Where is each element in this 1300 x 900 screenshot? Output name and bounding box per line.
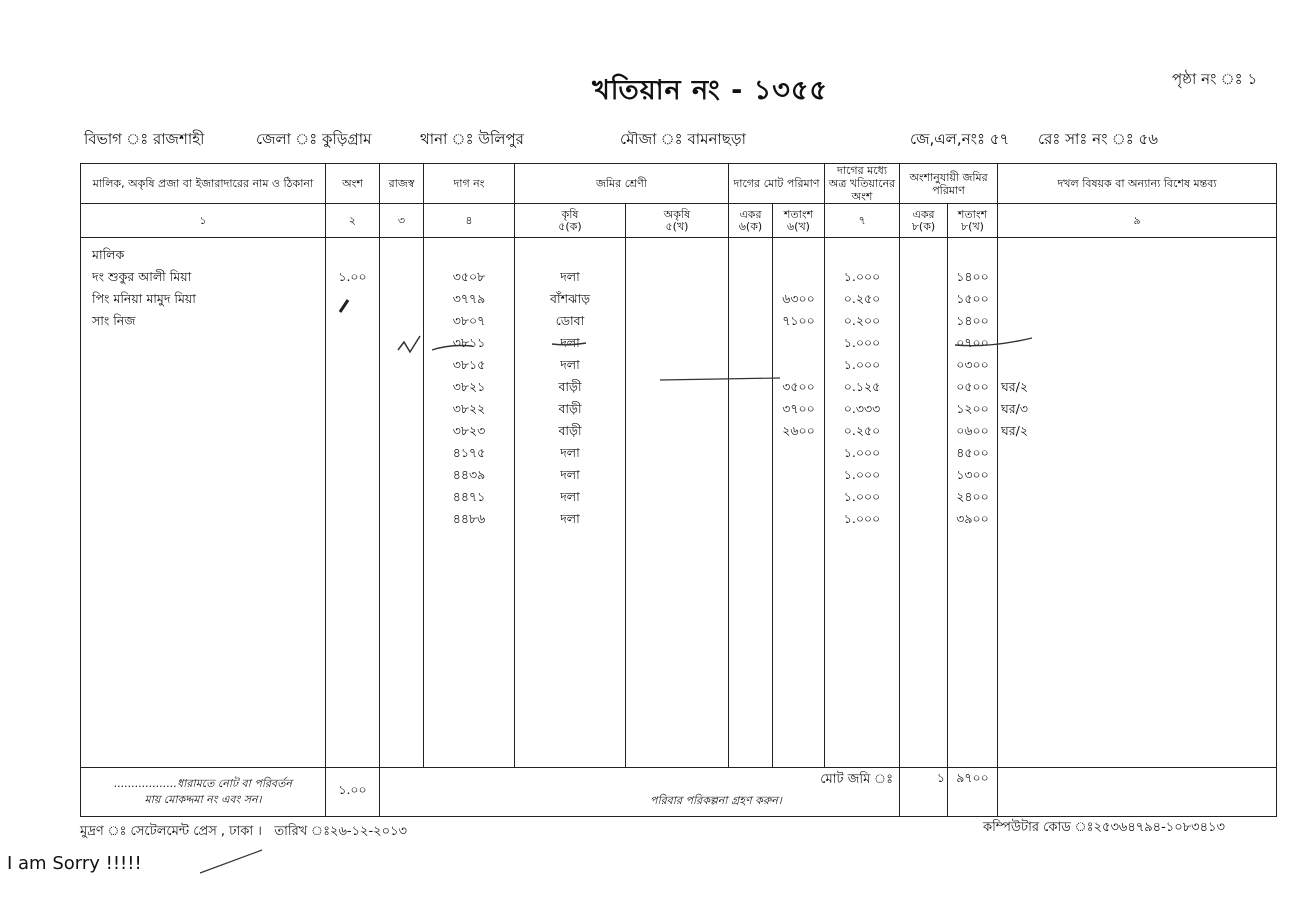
table-cell-remark: ঘর/২ bbox=[1001, 423, 1028, 438]
print-date: তারিখ ঃ২৬-১২-২০১৩ bbox=[274, 824, 407, 839]
family-planning-text: পরিবার পরিকল্পনা গ্রহণ করুন। bbox=[650, 794, 782, 807]
signature-stroke bbox=[200, 850, 262, 873]
table-cell-class: দলা bbox=[560, 467, 580, 482]
table-cell-remark bbox=[1001, 310, 1273, 332]
table-cell-class: দলা bbox=[560, 269, 580, 284]
computer-code: কম্পিউটার কোড ঃ২৫৩৬৪৭৯৪-১০৮৩৪১৩ bbox=[983, 820, 1225, 835]
share-value: ১.০০ bbox=[338, 269, 367, 284]
table-cell-dag-dec bbox=[776, 266, 821, 288]
table-cell-khatian: ০.৩৩৩ bbox=[843, 401, 881, 416]
table-cell-dag-dec bbox=[776, 354, 821, 376]
table-cell-class: দলা bbox=[560, 445, 580, 460]
district-label: জেলা ঃ কুড়িগ্রাম bbox=[256, 130, 372, 148]
table-cell-khatian: ১.০০০ bbox=[843, 511, 881, 526]
col-agri: কৃষি ৫(ক) bbox=[515, 204, 626, 238]
table-cell-khatian: ১.০০০ bbox=[843, 269, 881, 284]
col-dag-total-header: দাগের মোট পরিমাণ bbox=[729, 164, 825, 204]
col-decimal-6: শতাংশ ৬(খ) bbox=[773, 204, 825, 238]
share-total: ১.০০ bbox=[326, 768, 380, 817]
owner-line: পিং মনিয়া মামুদ মিয়া bbox=[92, 291, 196, 306]
revenue-cell bbox=[380, 238, 424, 768]
table-cell-dag: ৩৮২১ bbox=[452, 379, 486, 394]
table-cell-land-dec: ১৫০০ bbox=[956, 291, 989, 306]
table-cell-dag: ৩৮২২ bbox=[452, 401, 486, 416]
table-cell-remark bbox=[1001, 354, 1273, 376]
table-cell-land-dec: ১৪০০ bbox=[956, 269, 989, 284]
col-num-9: ৯ bbox=[998, 204, 1277, 238]
table-cell-dag: ৩৮২৩ bbox=[452, 423, 486, 438]
col-share-header: অংশ bbox=[326, 164, 380, 204]
table-cell-land-dec: ০৬০০ bbox=[956, 423, 989, 438]
note-line-2: মায় মোকদ্দমা নং এবং সন। bbox=[144, 793, 262, 806]
table-cell-land-dec: ৪৫০০ bbox=[956, 445, 989, 460]
table-cell-dag-dec bbox=[776, 442, 821, 464]
print-info bbox=[80, 822, 407, 843]
table-cell-land-dec: ১২০০ bbox=[956, 401, 989, 416]
table-cell-remark bbox=[1001, 266, 1273, 288]
table-cell-dag: ৪৪৩৯ bbox=[452, 467, 486, 482]
agri-class-cell bbox=[515, 238, 626, 768]
col-acre-6: একর ৬(ক) bbox=[729, 204, 773, 238]
document-title: খতিয়ান নং - ১৩৫৫ bbox=[592, 75, 828, 106]
table-cell-land-dec: ২৪০০ bbox=[956, 489, 989, 504]
printed-by: মুদ্রণ ঃ সেটেলমেন্ট প্রেস , ঢাকা । bbox=[80, 824, 262, 839]
jl-number: জে,এল,নংঃ ৫৭ bbox=[910, 130, 1010, 148]
table-cell-class: বাড়ী bbox=[558, 401, 582, 416]
owner-cell bbox=[81, 238, 326, 768]
table-cell-land-dec: ০৫০০ bbox=[956, 379, 989, 394]
total-acre: ১ bbox=[900, 768, 948, 817]
table-cell-remark bbox=[1001, 464, 1273, 486]
total-land-label: মোট জমি ঃ bbox=[820, 772, 894, 787]
table-cell-class: ডোবা bbox=[555, 313, 585, 328]
khatian-share-cell bbox=[825, 238, 900, 768]
footer-remarks bbox=[998, 768, 1277, 817]
table-cell-dag: ৪১৭৫ bbox=[452, 445, 486, 460]
col-num-1: ১ bbox=[81, 204, 326, 238]
table-cell-remark bbox=[1001, 486, 1273, 508]
table-cell-remark: ঘর/২ bbox=[1001, 379, 1028, 394]
page-number: পৃষ্ঠা নং ঃ ১ bbox=[1172, 70, 1258, 88]
note-line-1: ..................ধারামতে নোট বা পরিবর্তন bbox=[114, 777, 292, 790]
col-land-class-header: জমির শ্রেণী bbox=[515, 164, 729, 204]
table-cell-land-dec: ০৭০০ bbox=[956, 335, 989, 350]
land-decimal-cell bbox=[948, 238, 998, 768]
col-remarks-header: দখল বিষয়ক বা অন্যান্য বিশেষ মন্তব্য bbox=[998, 164, 1277, 204]
handwritten-note: I am Sorry !!!!! bbox=[7, 853, 142, 874]
dag-decimal-cell bbox=[773, 238, 825, 768]
table-cell-dag: ৩৭৭৯ bbox=[452, 291, 486, 306]
thana-label: থানা ঃ উলিপুর bbox=[420, 130, 524, 148]
col-acre-8: একর ৮(ক) bbox=[900, 204, 948, 238]
col-owner-header: মালিক, অকৃষি প্রজা বা ইজারাদারের নাম ও ঠিকানা bbox=[81, 164, 326, 204]
remarks-cell bbox=[998, 238, 1277, 768]
table-cell-class: দলা bbox=[560, 489, 580, 504]
table-cell-dag-dec bbox=[776, 332, 821, 354]
table-cell-dag-dec: ৭১০০ bbox=[782, 313, 815, 328]
table-cell-remark bbox=[1001, 332, 1273, 354]
table-cell-khatian: ০.২৫০ bbox=[843, 291, 881, 306]
table-cell-dag-dec bbox=[776, 508, 821, 530]
land-acre-cell bbox=[900, 238, 948, 768]
table-cell-class: বাড়ী bbox=[558, 423, 582, 438]
table-cell-khatian: ১.০০০ bbox=[843, 357, 881, 372]
table-cell-remark: ঘর/৩ bbox=[1001, 401, 1028, 416]
table-cell-remark bbox=[1001, 508, 1273, 530]
nonagri-class-cell bbox=[626, 238, 729, 768]
col-dag-header: দাগ নং bbox=[424, 164, 515, 204]
note-cell bbox=[81, 768, 326, 817]
table-cell-dag-dec bbox=[776, 464, 821, 486]
owner-line: সাং নিজ bbox=[92, 313, 136, 328]
table-cell-dag: ৩৮০৭ bbox=[452, 313, 486, 328]
table-cell-khatian: ১.০০০ bbox=[843, 467, 881, 482]
table-cell-dag: ৩৮১৫ bbox=[452, 357, 486, 372]
owner-line: দং শুকুর আলী মিয়া bbox=[92, 269, 192, 284]
table-cell-dag-dec: ৬৩০০ bbox=[782, 291, 815, 306]
table-cell-khatian: ০.১২৫ bbox=[843, 379, 881, 394]
dag-acre-cell bbox=[729, 238, 773, 768]
table-cell-dag: ৩৫০৮ bbox=[452, 269, 486, 284]
table-cell-land-dec: ০৩০০ bbox=[956, 357, 989, 372]
col-share-land-header: অংশানুযায়ী জমির পরিমাণ bbox=[900, 164, 998, 204]
col-num-2: ২ bbox=[326, 204, 380, 238]
mouza-label: মৌজা ঃ বামনাছড়া bbox=[620, 130, 746, 148]
col-khatian-share-header: দাগের মধ্যে অত্র খতিয়ানের অংশ bbox=[825, 164, 900, 204]
table-cell-dag-dec bbox=[776, 486, 821, 508]
total-decimal: ৯৭০০ bbox=[948, 768, 998, 817]
table-cell-khatian: ০.২০০ bbox=[843, 313, 881, 328]
col-num-3: ৩ bbox=[380, 204, 424, 238]
division-label: বিভাগ ঃ রাজশাহী bbox=[84, 130, 205, 148]
owner-line: মালিক bbox=[92, 247, 125, 262]
khatian-table bbox=[80, 163, 1277, 817]
total-label-cell bbox=[380, 768, 900, 817]
table-cell-dag: ৪৪৮৬ bbox=[452, 511, 486, 526]
table-cell-dag-dec: ৩৭০০ bbox=[782, 401, 815, 416]
table-cell-class: দলা bbox=[560, 357, 580, 372]
table-cell-dag-dec: ২৬০০ bbox=[782, 423, 815, 438]
table-cell-khatian: ১.০০০ bbox=[843, 445, 881, 460]
table-cell-class: বাঁশঝাড় bbox=[550, 291, 590, 306]
dag-cell bbox=[424, 238, 515, 768]
table-cell-dag-dec: ৩৫০০ bbox=[782, 379, 815, 394]
table-cell-khatian: ০.২৫০ bbox=[843, 423, 881, 438]
table-cell-dag: ৪৪৭১ bbox=[452, 489, 486, 504]
table-cell-class: বাড়ী bbox=[558, 379, 582, 394]
col-num-7: ৭ bbox=[825, 204, 900, 238]
table-cell-remark bbox=[1001, 442, 1273, 464]
table-cell-remark bbox=[1001, 288, 1273, 310]
rs-number: রেঃ সাঃ নং ঃ ৫৬ bbox=[1038, 130, 1158, 148]
col-nonagri: অকৃষি ৫(খ) bbox=[626, 204, 729, 238]
table-cell-khatian: ১.০০০ bbox=[843, 335, 881, 350]
table-cell-land-dec: ৩৯০০ bbox=[956, 511, 989, 526]
share-cell bbox=[326, 238, 380, 768]
table-cell-land-dec: ১৪০০ bbox=[956, 313, 989, 328]
table-cell-land-dec: ১৩০০ bbox=[956, 467, 989, 482]
table-cell-khatian: ১.০০০ bbox=[843, 489, 881, 504]
col-num-4: ৪ bbox=[424, 204, 515, 238]
table-cell-class: দলা bbox=[560, 335, 580, 350]
table-cell-dag: ৩৮১১ bbox=[452, 335, 486, 350]
table-cell-class: দলা bbox=[560, 511, 580, 526]
col-revenue-header: রাজস্ব bbox=[380, 164, 424, 204]
col-decimal-8: শতাংশ ৮(খ) bbox=[948, 204, 998, 238]
